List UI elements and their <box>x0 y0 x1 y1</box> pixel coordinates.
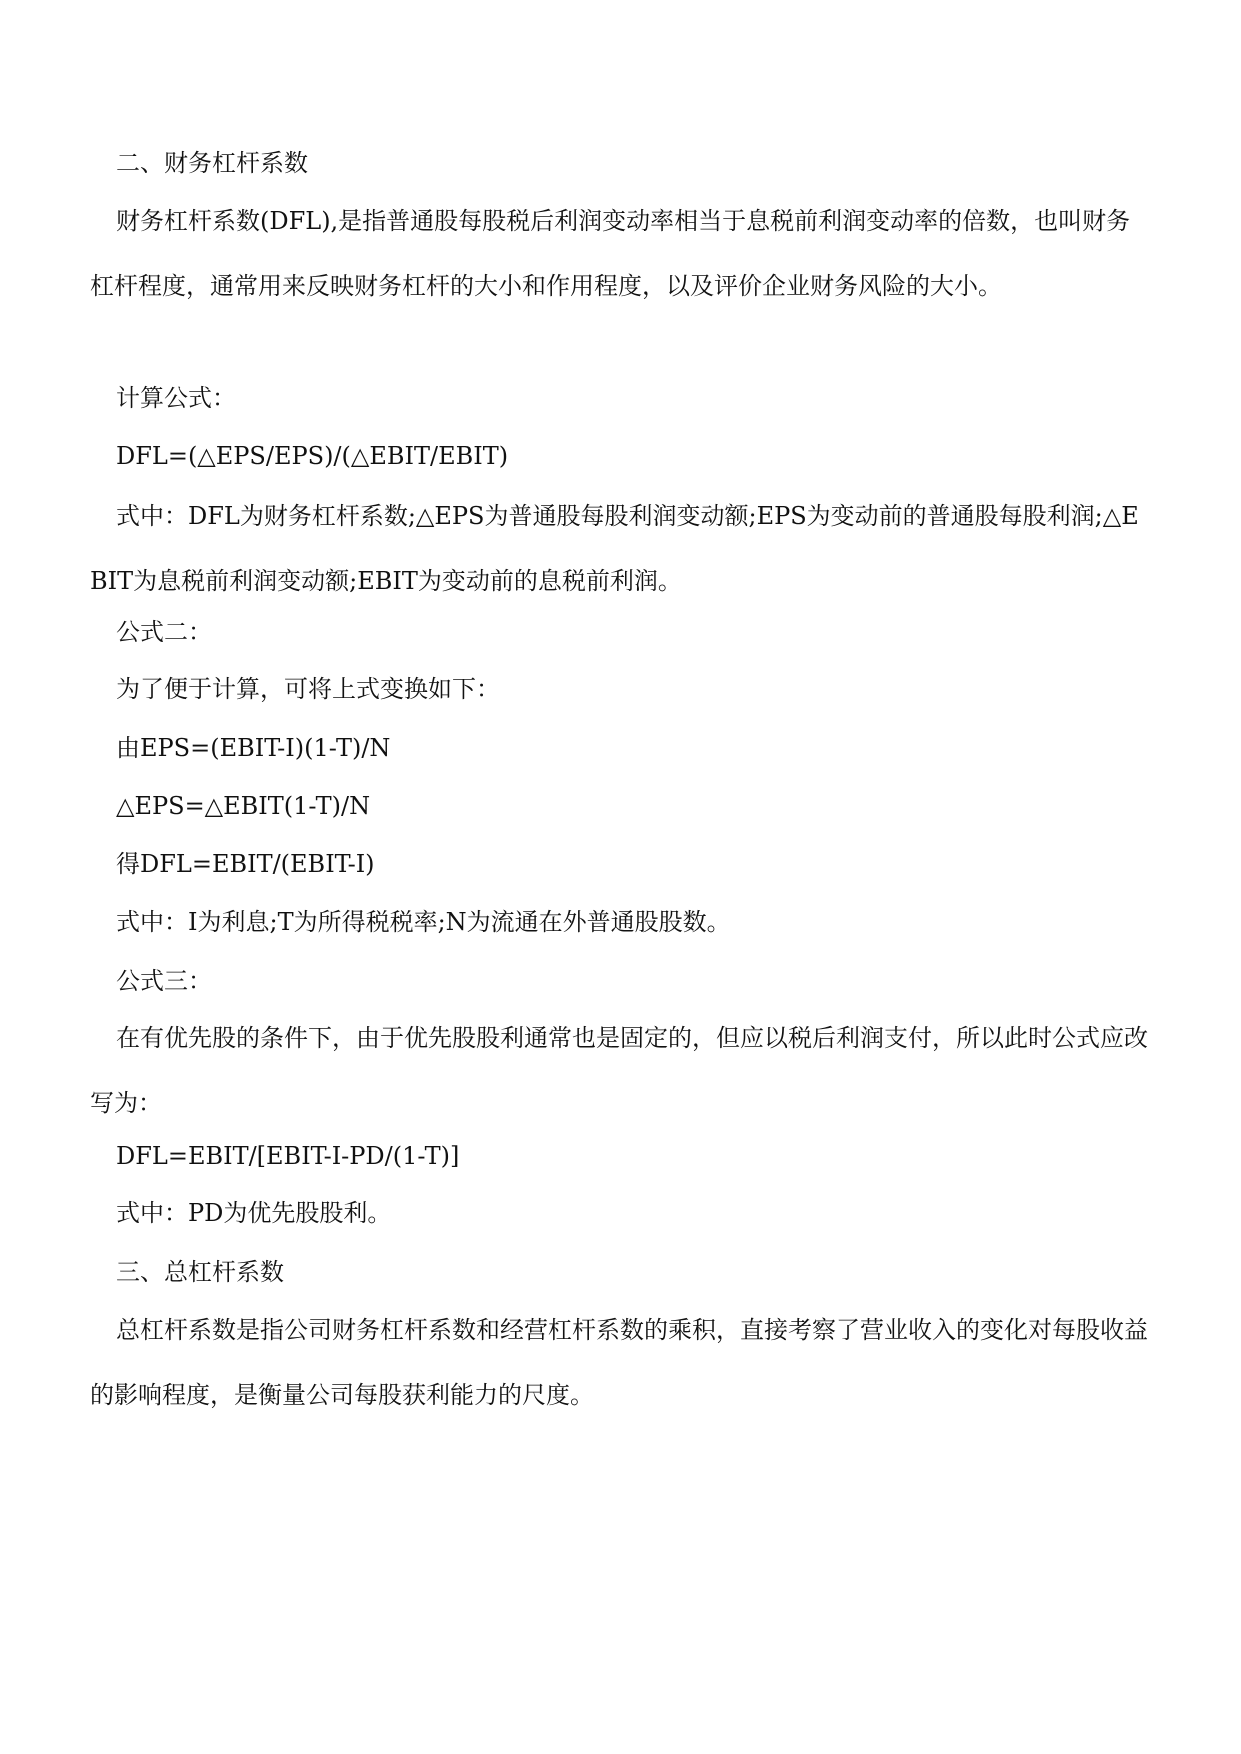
body-paragraph: 公式二： <box>116 618 212 646</box>
formula-line: △EPS=△EBIT(1-T)/N <box>116 792 371 820</box>
formula-line: DFL=(△EPS/EPS)/(△EBIT/EBIT) <box>116 442 509 470</box>
body-paragraph: 总杠杆系数是指公司财务杠杆系数和经营杠杆系数的乘积，直接考察了营业收入的变化对每股收益的影响程度，是衡量公司每股获利能力的尺度。 <box>90 1316 1148 1409</box>
body-paragraph: 在有优先股的条件下，由于优先股股利通常也是固定的，但应以税后利润支付，所以此时公式应改写为： <box>90 1024 1148 1117</box>
body-paragraph: 公式三： <box>116 967 212 995</box>
body-paragraph: 计算公式： <box>116 384 236 412</box>
section-heading: 三、总杠杆系数 <box>116 1258 284 1286</box>
body-paragraph: 为了便于计算，可将上式变换如下： <box>116 675 500 703</box>
body-paragraph: 式中：I为利息;T为所得税税率;N为流通在外普通股股数。 <box>116 908 731 936</box>
formula-line: 由EPS=(EBIT-I)(1-T)/N <box>116 734 391 762</box>
body-paragraph: 财务杠杆系数(DFL),是指普通股每股税后利润变动率相当于息税前利润变动率的倍数，也叫财务杠杆程度，通常用来反映财务杠杆的大小和作用程度，以及评价企业财务风险的大小。 <box>90 207 1131 300</box>
body-paragraph: 式中：PD为优先股股利。 <box>116 1199 392 1227</box>
section-heading: 二、财务杠杆系数 <box>116 149 308 177</box>
body-paragraph: 式中：DFL为财务杠杆系数;△EPS为普通股每股利润变动额;EPS为变动前的普通股每股利润;△EBIT为息税前利润变动额;EBIT为变动前的息税前利润。 <box>90 502 1139 595</box>
formula-line: DFL=EBIT/[EBIT-I-PD/(1-T)] <box>116 1142 460 1170</box>
formula-line: 得DFL=EBIT/(EBIT-I) <box>116 850 375 878</box>
